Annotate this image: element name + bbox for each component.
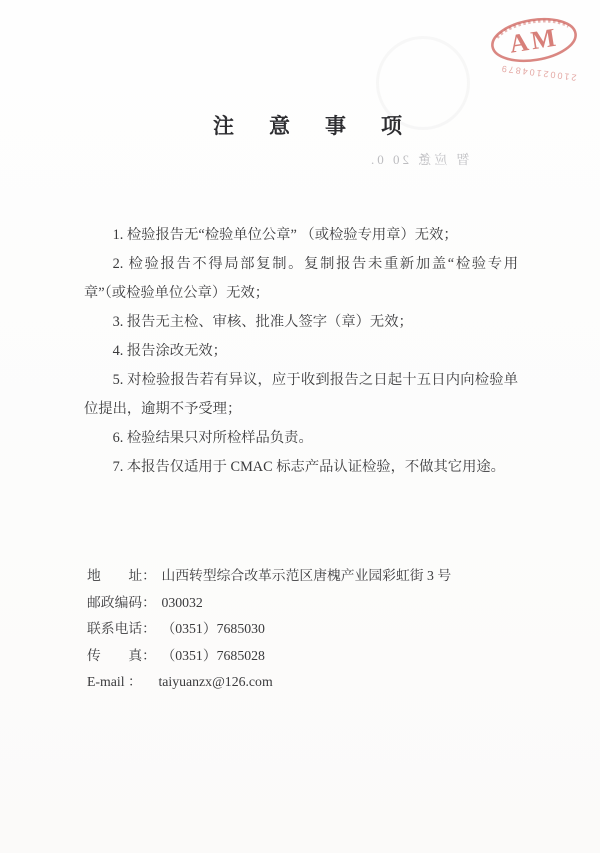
contact-label: 联系电话： [87, 621, 156, 636]
notice-list [84, 221, 518, 482]
contact-value: （0351）7685028 [161, 647, 265, 663]
contact-value: 山西转型综合改革示范区唐槐产业园彩虹街 3 号 [161, 568, 452, 583]
notice-item-7: 7. 本报告仅适用于 CMAC 标志产品认证检验，不做其它用途。 [112, 459, 505, 475]
stamp-label: AM [507, 22, 561, 59]
notice-item-2: 2. 检验报告不得局部复制。复制报告未重新加盖“检验专用章”（或检验单位公章）无效； [84, 256, 518, 301]
bleedthrough-mirrored-text: 智 应惫 20 0. [368, 152, 470, 167]
contact-row-phone [87, 616, 547, 643]
contact-row-fax [87, 643, 547, 670]
notice-item-5: 5. 对检验报告若有异议，应于收到报告之日起十五日内向检验单位提出，逾期不予受理； [84, 372, 518, 417]
contact-label: E-mail ： [87, 674, 142, 689]
contact-label: 邮政编码： [87, 594, 156, 610]
contact-info-block [87, 563, 547, 696]
contact-row-postcode [87, 590, 547, 617]
notice-item-1: 1. 检验报告无“检验单位公章” （或检验专用章）无效； [112, 227, 458, 243]
stamp-serial-number: 21002104879 [499, 63, 577, 83]
notice-item-4: 4. 报告涂改无效； [112, 343, 227, 359]
contact-value: 030032 [161, 594, 203, 610]
contact-row-email [87, 669, 547, 696]
contact-value: （0351）7685030 [161, 621, 265, 636]
contact-value: taiyuanzx@126.com [158, 674, 273, 689]
contact-row-address [87, 563, 547, 590]
page-title: 注 意 事 项 [213, 114, 409, 138]
contact-label: 传 真： [87, 647, 156, 663]
red-oval-am-stamp [468, 2, 600, 98]
contact-label: 地 址： [87, 568, 156, 583]
notice-item-3: 3. 报告无主检、审核、批准人签字（章）无效； [112, 314, 413, 330]
notice-item-6: 6. 检验结果只对所检样品负责。 [112, 430, 313, 446]
